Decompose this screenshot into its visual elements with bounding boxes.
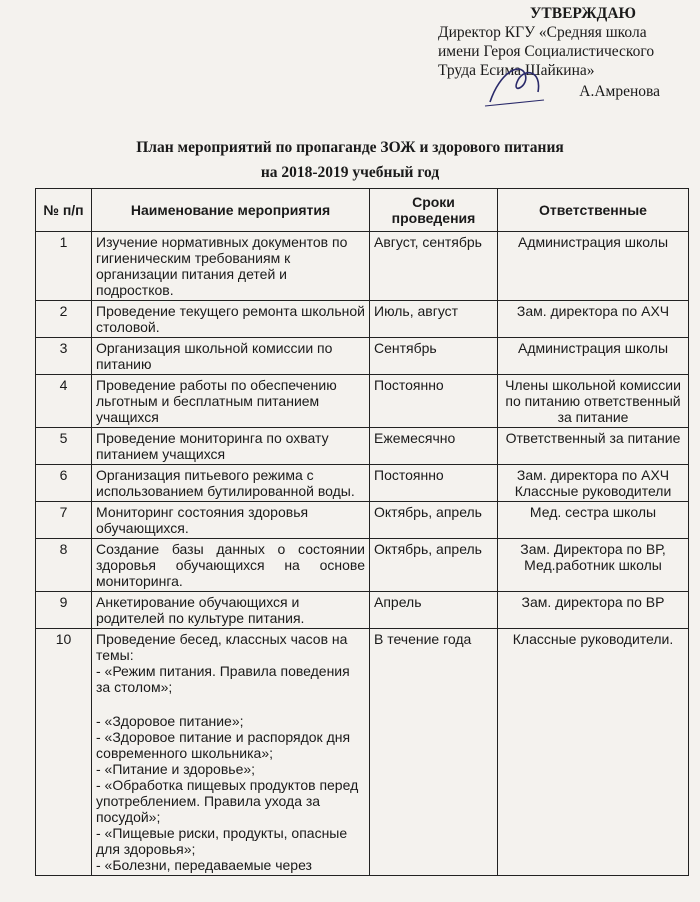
cell-num: 1: [36, 232, 92, 301]
table-row: [36, 428, 689, 465]
table-row: [36, 539, 689, 592]
cell-num: 2: [36, 301, 92, 338]
cell-name: Организация школьной комиссии по питанию: [92, 338, 370, 375]
cell-dates: Апрель: [370, 592, 498, 629]
cell-responsible: Зам. Директора по ВР, Мед.работник школы: [498, 539, 689, 592]
cell-name: Анкетирование обучающихся и родителей по культуре питания.: [92, 592, 370, 629]
header-responsible: Ответственные: [498, 189, 689, 232]
cell-name: Мониторинг состояния здоровья обучающихся.: [92, 502, 370, 539]
approval-heading: УТВЕРЖДАЮ: [530, 5, 636, 22]
cell-responsible: Зам. директора по АХЧ Классные руководители: [498, 465, 689, 502]
topics-intro: Проведение бесед, классных часов на темы:: [96, 631, 348, 663]
cell-num: 3: [36, 338, 92, 375]
cell-num: 6: [36, 465, 92, 502]
cell-responsible: Администрация школы: [498, 232, 689, 301]
table-row: [36, 629, 689, 876]
header-dates: Сроки проведения: [370, 189, 498, 232]
table-row: [36, 338, 689, 375]
document-subtitle: на 2018-2019 учебный год: [260, 164, 440, 181]
cell-num: 9: [36, 592, 92, 629]
cell-name: Создание базы данных о состоянии здоровья обучающихся на основе мониторинга.: [92, 539, 370, 592]
cell-responsible: Ответственный за питание: [498, 428, 689, 465]
approval-line: Труда Есима Шайкина»: [438, 62, 595, 79]
cell-num: 8: [36, 539, 92, 592]
cell-dates: Постоянно: [370, 465, 498, 502]
cell-name: Проведение работы по обеспечению льготным и бесплатным питанием учащихся: [92, 375, 370, 428]
approval-line: имени Героя Социалистического: [438, 43, 655, 60]
cell-responsible: Члены школьной комиссии по питанию ответственный за питание: [498, 375, 689, 428]
cell-num: 5: [36, 428, 92, 465]
cell-dates: Октябрь, апрель: [370, 502, 498, 539]
cell-dates: Июль, август: [370, 301, 498, 338]
topic-item: - «Пищевые риски, продукты, опасные для здоровья»;: [96, 825, 348, 857]
cell-dates: В течение года: [370, 629, 498, 876]
approval-line: Директор КГУ «Средняя школа: [438, 24, 647, 41]
topic-item: - «Питание и здоровье»;: [96, 761, 256, 777]
cell-num: 4: [36, 375, 92, 428]
cell-dates: Сентябрь: [370, 338, 498, 375]
table-row: [36, 232, 689, 301]
cell-dates: Ежемесячно: [370, 428, 498, 465]
table-header-row: [36, 189, 689, 232]
cell-dates: Октябрь, апрель: [370, 539, 498, 592]
cell-dates: Август, сентябрь: [370, 232, 498, 301]
table-row: [36, 375, 689, 428]
document-title: План мероприятий по пропаганде ЗОЖ и здорового питания: [136, 139, 564, 156]
header-name: Наименование мероприятия: [92, 189, 370, 232]
cell-dates: Постоянно: [370, 375, 498, 428]
cell-name: Проведение текущего ремонта школьной столовой.: [92, 301, 370, 338]
events-table: [35, 188, 689, 876]
cell-num: 7: [36, 502, 92, 539]
topic-item: - «Здоровое питание»;: [96, 713, 244, 729]
cell-responsible: Классные руководители.: [498, 629, 689, 876]
cell-responsible: Администрация школы: [498, 338, 689, 375]
table-row: [36, 301, 689, 338]
table-row: [36, 465, 689, 502]
cell-name: Изучение нормативных документов по гигиеническим требованиям к организации питания детей и подростков.: [92, 232, 370, 301]
header-num: № п/п: [36, 189, 92, 232]
topic-item: - «Режим питания. Правила поведения за столом»;: [96, 663, 350, 695]
approval-signatory: А.Амренова: [579, 83, 660, 100]
approval-block: [438, 4, 688, 101]
cell-name: [92, 629, 370, 876]
topic-item: - «Обработка пищевых продуктов перед употреблением. Правила ухода за посудой»;: [96, 777, 359, 825]
handwritten-signature: [480, 62, 550, 110]
cell-responsible: Зам. директора по ВР: [498, 592, 689, 629]
topic-item: - «Здоровое питание и распорядок дня современного школьника»;: [96, 729, 351, 761]
cell-num: 10: [36, 629, 92, 876]
table-row: [36, 502, 689, 539]
cell-name: Организация питьевого режима с использованием бутилированной воды.: [92, 465, 370, 502]
table-row: [36, 592, 689, 629]
cell-name: Проведение мониторинга по охвату питанием учащихся: [92, 428, 370, 465]
cell-responsible: Зам. директора по АХЧ: [498, 301, 689, 338]
topic-item: - «Болезни, передаваемые через: [96, 857, 312, 873]
cell-responsible: Мед. сестра школы: [498, 502, 689, 539]
